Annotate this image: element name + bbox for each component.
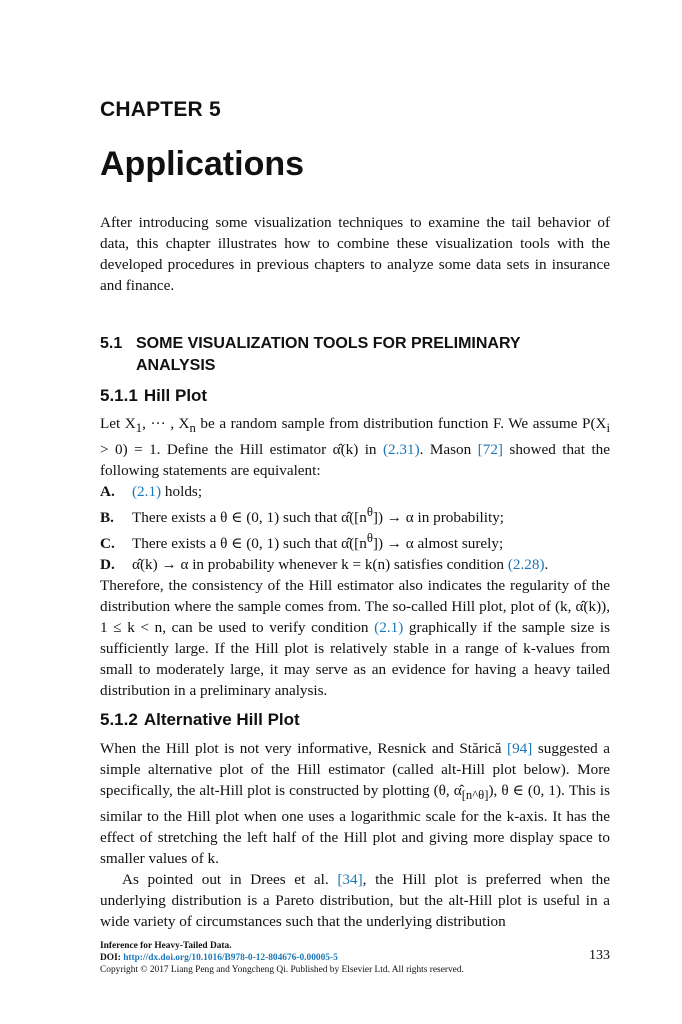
subsection-title: Alternative Hill Plot <box>143 710 300 729</box>
subscript: n <box>189 421 196 436</box>
text-run: , the Hill plot is preferred when the underlying distribution is a Pareto distribution, but the alt-Hill plot is useful in a wide variety of circumstances such that the underlying distribution <box>100 871 610 931</box>
list-label: B. <box>100 509 114 527</box>
citation-link[interactable]: [72] <box>477 441 503 459</box>
list-item <box>100 502 610 528</box>
subsection-number: 5.1.2 <box>100 710 138 729</box>
text-run: . <box>544 556 549 574</box>
copyright: Copyright © 2017 Liang Peng and Yongcheng Qi. Published by Elsevier Ltd. All rights reserved. <box>100 965 464 975</box>
text-run: . Mason <box>419 441 478 459</box>
list-item <box>100 481 610 502</box>
subscript: [n^θ] <box>461 788 489 803</box>
text-run: ]) → α almost surely; <box>372 535 504 553</box>
text-run: ]) → α in probability; <box>372 509 505 527</box>
equation-reference-link[interactable]: (2.31) <box>382 441 420 459</box>
text-run: > 0) = 1. Define the Hill estimator α̂(k) in <box>100 441 383 459</box>
section-heading <box>100 333 610 377</box>
citation-link[interactable]: [34] <box>337 871 363 889</box>
text-run: be a random sample from distribution function F. We assume P(X <box>195 415 607 432</box>
alt-hill-plot-body <box>100 738 610 932</box>
chapter-label: CHAPTER 5 <box>100 98 221 121</box>
subsection-number: 5.1.1 <box>100 386 138 405</box>
list-item <box>100 554 610 575</box>
list-label: A. <box>100 483 115 501</box>
section-number: 5.1 <box>100 335 123 352</box>
paragraph <box>100 413 610 481</box>
text-run: suggested a simple alternative plot of the Hill estimator (called alt-Hill plot below). More specifically, the alt-Hill plot is constructed by plotting (θ, α̂ <box>100 740 611 799</box>
hill-plot-body <box>100 413 610 701</box>
subsection-heading-hill-plot <box>100 386 207 406</box>
text-run: showed that the following statements are equivalent: <box>100 441 611 480</box>
superscript: θ <box>366 505 373 520</box>
chapter-title: Applications <box>100 145 305 183</box>
equation-reference-link[interactable]: (2.28) <box>507 556 545 574</box>
equation-reference-link[interactable]: (2.1) <box>374 619 404 637</box>
text-run: graphically if the sample size is sufficiently large. If the Hill plot is relatively stable in a range of k-values from small to moderately large, it may serve as an evidence for having a heavy tailed distribution in a preliminary analysis. <box>100 619 610 700</box>
book-title: Inference for Heavy-Tailed Data. <box>100 941 232 951</box>
subsection-heading-alt-hill-plot <box>100 710 300 730</box>
page-number: 133 <box>589 948 610 963</box>
paragraph <box>100 869 610 932</box>
superscript: θ <box>366 531 373 546</box>
section-title-line1: SOME VISUALIZATION TOOLS FOR PRELIMINARY <box>136 335 521 352</box>
paragraph <box>100 575 610 701</box>
equation-reference-link[interactable]: (2.1) <box>132 483 162 501</box>
text-run: , ··· , X <box>142 415 190 432</box>
text-run: ), θ ∈ (0, 1). This is similar to the Hill plot when one uses a logarithmic scale for the k-axis. It has the effect of stretching the left half of the Hill plot and giving more display space to smaller values of k. <box>100 782 610 868</box>
section-title-line2: ANALYSIS <box>136 357 216 374</box>
paragraph <box>100 738 610 869</box>
intro-paragraph: After introducing some visualization techniques to examine the tail behavior of data, this chapter illustrates how to combine these visualization tools with the developed procedures in previous chapters to analyze some data sets in insurance and finance. <box>100 214 610 294</box>
text-run: holds; <box>161 483 203 501</box>
text-run: There exists a θ ∈ (0, 1) such that α̂([n <box>132 535 367 553</box>
doi-label: DOI: <box>100 953 124 963</box>
list-label: C. <box>100 535 115 553</box>
text-run: There exists a θ ∈ (0, 1) such that α̂([n <box>132 509 367 527</box>
text-run: When the Hill plot is not very informative, Resnick and Stărică <box>100 740 508 757</box>
list-label: D. <box>100 556 115 574</box>
doi-link[interactable]: http://dx.doi.org/10.1016/B978-0-12-804676-0.00005-5 <box>123 953 338 963</box>
text-run: Let X <box>100 415 136 432</box>
text-run: As pointed out in Drees et al. <box>122 871 338 889</box>
subscript: 1 <box>135 421 143 436</box>
citation-link[interactable]: [94] <box>507 740 533 757</box>
page-footer <box>100 940 610 976</box>
list-item <box>100 528 610 554</box>
text-run: Therefore, the consistency of the Hill estimator also indicates the regularity of the distribution where the sample comes from. The so-called Hill plot, plot of (k, α̂(k)), 1 ≤ k < n, can be used to verify condition <box>100 577 610 637</box>
text-run: α̂(k) → α in probability whenever k = k(n) satisfies condition <box>132 556 508 574</box>
subscript: i <box>606 421 611 436</box>
subsection-title: Hill Plot <box>143 386 208 405</box>
